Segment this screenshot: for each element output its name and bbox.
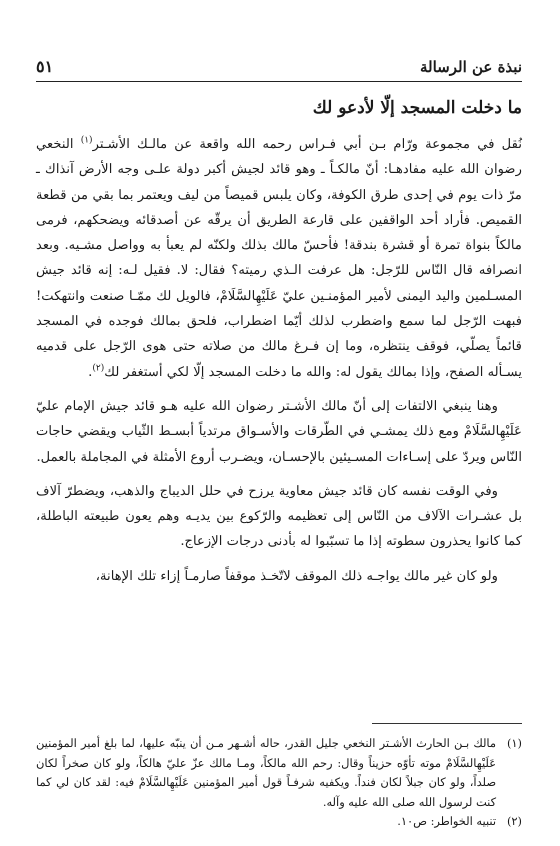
footnote-number: (١): [506, 736, 522, 750]
footnote-divider: [372, 723, 522, 724]
paragraph: وفي الوقت نفسه كان قائد جيش معاوية يرزح في حلل الديباج والذهب، ويضطرّ آلاف بل عشـرات الآلاف من النّاس إلى تعظيمه والرّكوع بين يديـه وهم يعون طبيعته الباطلة، كما كانوا يحذرون سطوته إذا ما تسبّبوا له بأدنى درجات الإزعاج.: [36, 483, 522, 550]
section-heading: ما دخلت المسجد إلّا لأدعو لك: [312, 98, 522, 118]
page-number: ٥١: [36, 57, 54, 76]
footnote-ref: (١): [80, 135, 93, 146]
footnote: [36, 812, 522, 832]
footnotes: [36, 723, 522, 832]
footnote-number: (٢): [506, 814, 522, 828]
footnote-text: مالك بـن الحارث الأشـتر النخعي جليل القدر، حاله أشـهر مـن أن ينبّه عليها، لما بلغ أمير المؤمنين عَلَيْهِالسَّلَامْ موته تأوّه حزيناً وقال: رحم الله مالكاً، ومـا مالك عزّ عليّ هالكاً، ولو كان صخراً لكان صلداً، ولو كان جبلاً لكان فنداً. ويكفيه شرفـاً قول أمير المؤمنين عَلَيْهِالسَّلَامْ فيه: لقد كان لي كما كنت لرسول الله صلى الله عليه وآله.: [36, 736, 496, 809]
paragraph-text: النخعي رضوان الله عليه مفادهـا: أنّ مالكـاً ـ وهو قائد لجيش أكبر دولة علـى وجه الأرض آنذاك ـ مرّ ذات يوم في إحدى طرق الكوفة، وكان يلبس قميصاً من ليف ويعتمر بما بقي من قطعة القميص. فأراد أحد الواقفين على قارعة الطريق أن يرقّه عن أصدقائه ويضحكهم، فرمى مالكاً بنواة تمرة أو قشرة بندقة! فأحسّ مالك بذلك ولكنّه لم يعبأ به وواصل مشـيه. وبعد انصرافه قال النّاس للرّجل: هل عرفت الـذي رميته؟ فقال: لا. فقيل لـه: إنه قائد جيش المسـلمين واليد اليمنى لأمير المؤمنـين عليّ عَلَيْهِالسَّلَامْ، فالويل لك ممّـا صنعت وانتهكت! فبهت الرّجل لما سمع واضطرب لذلك أيّما اضطراب، فلحق بمالك فوجده في المسجد قائماً يصلّي، فوقف ينتظره، وما إن فـرغ مالك من صلاته حتى هوى الرّجل على قدميه يسـأله الصفح، وإذا بمالك يقول له: والله ما دخلت المسجد إلّا لكي أستغفر لك: [36, 137, 522, 380]
paragraph: [36, 132, 522, 385]
paragraph-text: .: [88, 364, 93, 380]
paragraph-text: نُقل في مجموعة ورّام بـن أبي فـراس رحمه الله واقعة عن مالـك الأشـتر: [92, 137, 522, 152]
running-title: نبذة عن الرسالة: [419, 58, 522, 76]
paragraph: وهنا ينبغي الالتفات إلى أنّ مالك الأشـتر رضوان الله عليه هـو قائد جيش الإمام عليّ عَلَيْهِالسَّلَامْ ومع ذلك يمشـي في الطّرقات والأسـواق مرتدياً أبسـط الثّياب ويقضي حاجات النّاس ويردّ على إسـاءات المسـيئين بالإحسـان، ويضـرب أروع الأمثلة في المجاملة بالعمل.: [36, 398, 522, 465]
body-text: [36, 132, 522, 598]
footnote-text: تنبيه الخواطر: ص١٠.: [397, 814, 496, 828]
paragraph: ولو كان غير مالك يواجـه ذلك الموقف لاتّخـذ موقفاً صارمـاً إزاء تلك الإهانة،: [95, 568, 498, 584]
footnote-ref: (٢): [92, 363, 105, 374]
footnote: [36, 734, 522, 812]
running-header: [36, 50, 522, 82]
